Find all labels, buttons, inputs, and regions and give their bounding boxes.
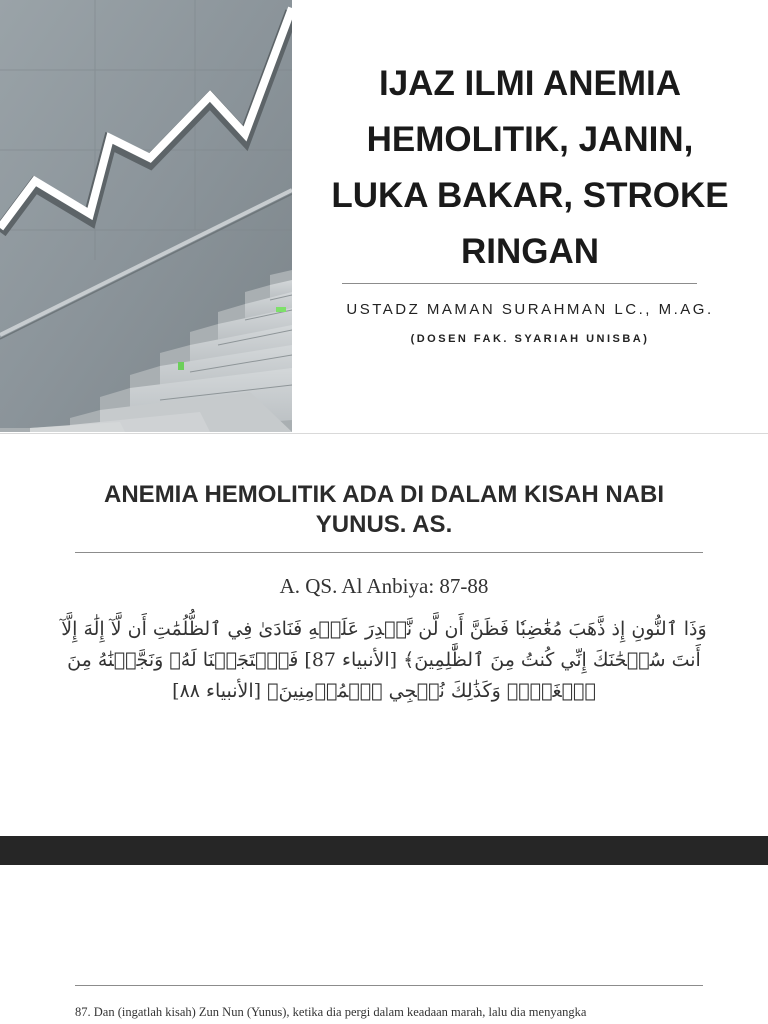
author-affiliation: (DOSEN FAK. SYARIAH UNISBA) <box>410 333 650 345</box>
content-slide-anemia <box>0 433 768 837</box>
slide-separator-band <box>0 836 768 865</box>
content-slide-translation <box>0 865 768 1024</box>
verse-translation: 87. Dan (ingatlah kisah) Zun Nun (Yunus), ketika dia pergi dalam keadaan marah, lalu dia menyangka <box>75 1005 587 1019</box>
staircase-with-rising-arrow-image <box>0 0 292 432</box>
title-divider <box>75 552 703 553</box>
slide-title: ANEMIA HEMOLITIK ADA DI DALAM KISAH NABI YUNUS. AS. <box>104 481 664 538</box>
presentation-title: IJAZ ILMI ANEMIA HEMOLITIK, JANIN, LUKA BAKAR, STROKE RINGAN <box>331 64 729 271</box>
quran-reference: A. QS. Al Anbiya: 87-88 <box>279 574 489 598</box>
title-slide <box>0 0 768 432</box>
arabic-verse: وَذَا ٱلنُّونِ إِذ ذَّهَبَ مُغَٰضِبٗا فَظَنَّ أَن لَّن نَّقۡدِرَ عَلَيۡهِ فَنَادَىٰ فِي ٱلظُّلُمَٰتِ أَن لَّآ إِلَٰهَ إِلَّآ أَنتَ سُبۡحَٰنَكَ إِنِّي كُنتُ مِنَ ٱلظَّٰلِمِينَ﴾ [الأنبياء 87] فَٱسۡتَجَبۡنَا لَهُۥ وَنَجَّيۡنَٰهُ مِنَ ٱلۡغَمِّۚ وَكَذَٰلِكَ نُـۨجِي ٱلۡمُؤۡمِنِينَ﴾ [الأنبياء ٨٨] <box>61 618 707 702</box>
title-divider <box>75 985 703 986</box>
author-name: USTADZ MAMAN SURAHMAN LC., M.AG. <box>346 301 714 318</box>
title-divider <box>342 283 697 284</box>
